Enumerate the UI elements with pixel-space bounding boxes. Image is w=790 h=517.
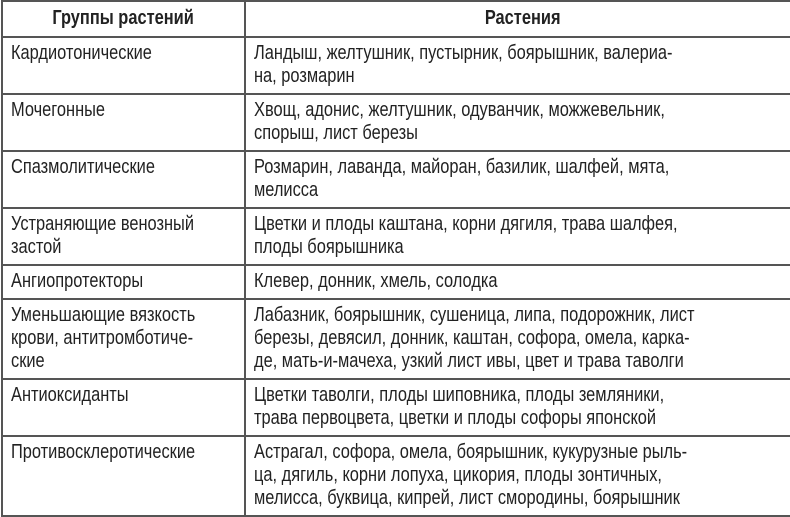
cell-line: де, мать-и-мачеха, узкий лист ивы, цвет и трава таволги (253, 350, 684, 372)
header-groups (2, 1, 245, 37)
header-plants (245, 1, 790, 37)
table-row (2, 379, 790, 436)
cell-line: Розмарин, лаванда, майоран, базилик, шалфей, мята, (253, 156, 670, 178)
cell-line: спорыш, лист березы (253, 122, 418, 144)
table-body (2, 37, 790, 516)
plants-cell (245, 37, 790, 94)
table-row (2, 265, 790, 299)
cell-line: трава первоцвета, цветки и плоды софоры японской (253, 407, 656, 429)
header-plants-label: Растения (484, 7, 561, 29)
plants-cell (245, 151, 790, 208)
group-cell (2, 265, 245, 299)
cell-line: Цветки таволги, плоды шиповника, плоды земляники, (253, 384, 664, 406)
cell-line: Ангиопротекторы (11, 270, 144, 292)
cell-line: плоды боярышника (253, 236, 404, 258)
group-cell (2, 436, 245, 516)
cell-line: ца, дягиль, корни лопуха, цикория, плоды зонтичных, (253, 464, 662, 486)
cell-line: Астрагал, софора, омела, боярышник, кукурузные рыль- (253, 441, 687, 463)
plant-groups-table (1, 0, 790, 517)
group-cell (2, 379, 245, 436)
group-cell (2, 94, 245, 151)
plants-cell (245, 436, 790, 516)
plants-cell (245, 208, 790, 265)
cell-line: Антиоксиданты (11, 384, 129, 406)
table-row (2, 299, 790, 379)
group-cell (2, 151, 245, 208)
group-cell (2, 299, 245, 379)
table-row (2, 37, 790, 94)
table-row (2, 94, 790, 151)
table-row (2, 208, 790, 265)
plants-cell (245, 265, 790, 299)
group-cell (2, 208, 245, 265)
cell-line: Противосклеротические (11, 441, 196, 463)
cell-line: Ландыш, желтушник, пустырник, боярышник, валериа- (253, 42, 673, 64)
cell-line: Устраняющие венозный (11, 213, 195, 235)
cell-line: Хвощ, адонис, желтушник, одуванчик, можжевельник, (253, 99, 665, 121)
cell-line: ские (11, 350, 45, 372)
plants-cell (245, 299, 790, 379)
cell-line: на, розмарин (253, 65, 355, 87)
cell-line: Мочегонные (11, 99, 106, 121)
plants-cell (245, 94, 790, 151)
cell-line: Спазмолитические (11, 156, 155, 178)
cell-line: мелисса (253, 179, 318, 201)
group-cell (2, 37, 245, 94)
cell-line: Клевер, донник, хмель, солодка (253, 270, 498, 292)
cell-line: застой (11, 236, 62, 258)
table-row (2, 436, 790, 516)
cell-line: мелисса, буквица, кипрей, лист смородины, боярышник (253, 487, 680, 509)
table-row (2, 151, 790, 208)
header-groups-label: Группы растений (52, 7, 195, 29)
cell-line: Уменьшающие вязкость (11, 304, 196, 326)
cell-line: крови, антитромботиче- (11, 327, 194, 349)
table-header-row (2, 1, 790, 37)
cell-line: березы, девясил, донник, каштан, софора, омела, карка- (253, 327, 690, 349)
cell-line: Лабазник, боярышник, сушеница, липа, подорожник, лист (253, 304, 695, 326)
cell-line: Кардиотонические (11, 42, 152, 64)
cell-line: Цветки и плоды каштана, корни дягиля, трава шалфея, (253, 213, 678, 235)
plants-cell (245, 379, 790, 436)
